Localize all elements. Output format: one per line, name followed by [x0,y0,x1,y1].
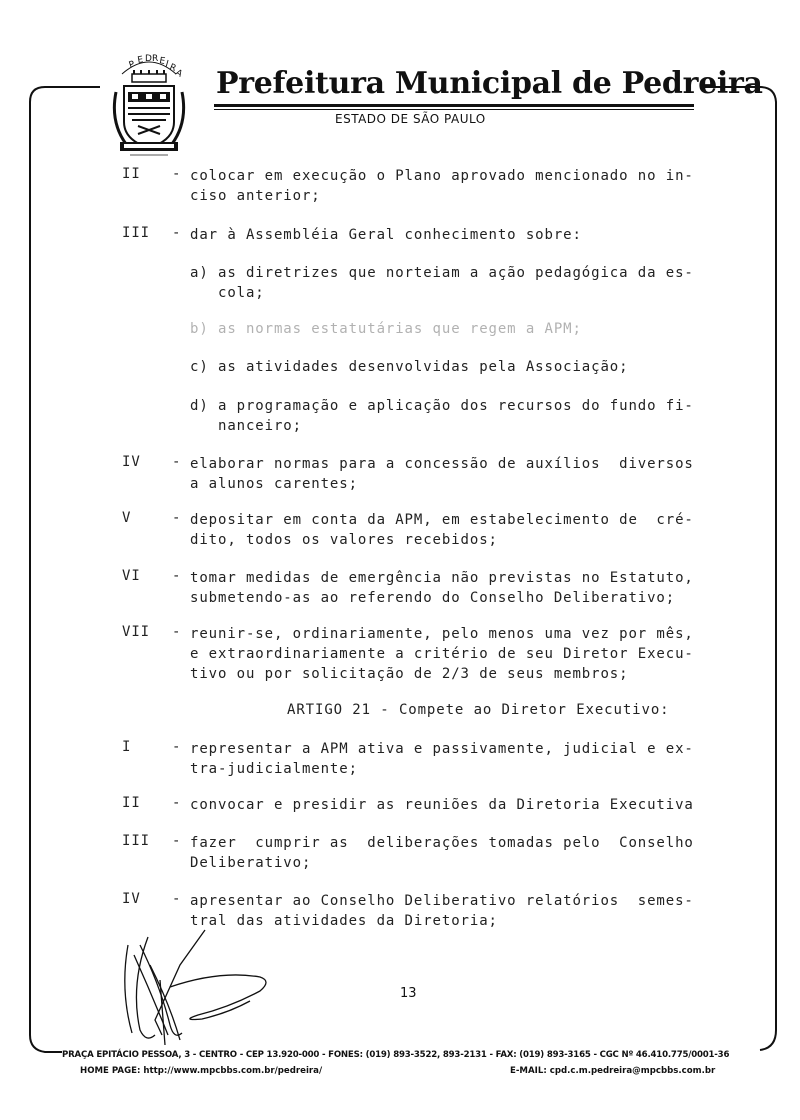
item-text: apresentar ao Conselho Deliberativo relatórios semes- tral das atividades da Diretoria; [190,893,694,929]
footer-address: PRAÇA EPITÁCIO PESSOA, 3 - CENTRO - CEP 13.920-000 - FONES: (019) 893-3522, 893-2131 - FAX: (019) 893-3165 - CGC Nº 46.410.775/0001-36 [62,1050,730,1060]
item-dash: - [172,739,182,755]
item-text: depositar em conta da APM, em estabelecimento de cré- dito, todos os valores recebidos; [190,512,694,548]
item-number: III [122,225,150,241]
item-number: VII [122,624,150,640]
sub-item-text: c) as atividades desenvolvidas pela Associação; [190,359,629,375]
item-dash: - [172,833,182,849]
item-text: dar à Assembléia Geral conhecimento sobre: [190,227,582,243]
item-text: elaborar normas para a concessão de auxílios diversos a alunos carentes; [190,456,694,492]
svg-text:R: R [167,62,178,75]
svg-text:I: I [164,59,170,70]
item-dash: - [172,510,182,526]
item-text: colocar em execução o Plano aprovado mencionado no in- ciso anterior; [190,168,694,204]
article-heading: ARTIGO 21 - Compete ao Diretor Executivo: [287,702,670,718]
sub-item [190,357,730,377]
footer-email: E-MAIL: cpd.c.m.pedreira@mpcbbs.com.br [510,1066,716,1076]
item-number: V [122,510,132,526]
svg-text:D: D [145,54,152,64]
item-number: II [122,166,141,182]
item-number: II [122,795,141,811]
item-number: III [122,833,150,849]
item-dash: - [172,225,182,241]
item-text: reunir-se, ordinariamente, pelo menos uma vez por mês, e extraordinariamente a critério de seu Diretor Execu- tivo ou por solicitação de 2/3 de seus membros; [190,626,694,682]
item-text: representar a APM ativa e passivamente, judicial e ex- tra-judicialmente; [190,741,694,777]
page-subtitle: ESTADO DE SÃO PAULO [335,112,486,126]
svg-text:E: E [136,55,145,66]
page-title: Prefeitura Municipal de Pedreira [216,66,763,101]
item-dash: - [172,454,182,470]
sub-item-text: b) as normas estatutárias que regem a APM; [190,321,582,337]
svg-text:A: A [173,67,184,80]
item-number: I [122,739,132,755]
svg-text:E: E [158,56,166,67]
item-dash: - [172,166,182,182]
item-dash: - [172,891,182,907]
sub-item [190,263,730,303]
item-text: convocar e presidir as reuniões da Diretoria Executiva [190,797,694,813]
item-dash: - [172,624,182,640]
item-number: IV [122,454,141,470]
title-underline-thin [214,109,694,110]
footer-homepage: HOME PAGE: http://www.mpcbbs.com.br/pedreira/ [80,1066,323,1076]
item-dash: - [172,568,182,584]
item-number: IV [122,891,141,907]
item-number: VI [122,568,141,584]
sub-item [190,396,730,436]
item-text: fazer cumprir as deliberações tomadas pelo Conselho Deliberativo; [190,835,694,871]
title-underline [214,104,694,107]
sub-item-text: d) a programação e aplicação dos recursos do fundo fi- nanceiro; [190,398,694,434]
coat-of-arms-seal [110,52,188,160]
item-text: tomar medidas de emergência não previstas no Estatuto, submetendo-as ao referendo do Conselho Deliberativo; [190,570,694,606]
page-number: 13 [400,986,417,1001]
item-dash: - [172,795,182,811]
sub-item [190,319,730,339]
svg-text:P: P [127,59,137,71]
sub-item-text: a) as diretrizes que norteiam a ação pedagógica da es- cola; [190,265,694,301]
svg-text:R: R [152,54,159,64]
handwritten-signature [110,925,290,1050]
